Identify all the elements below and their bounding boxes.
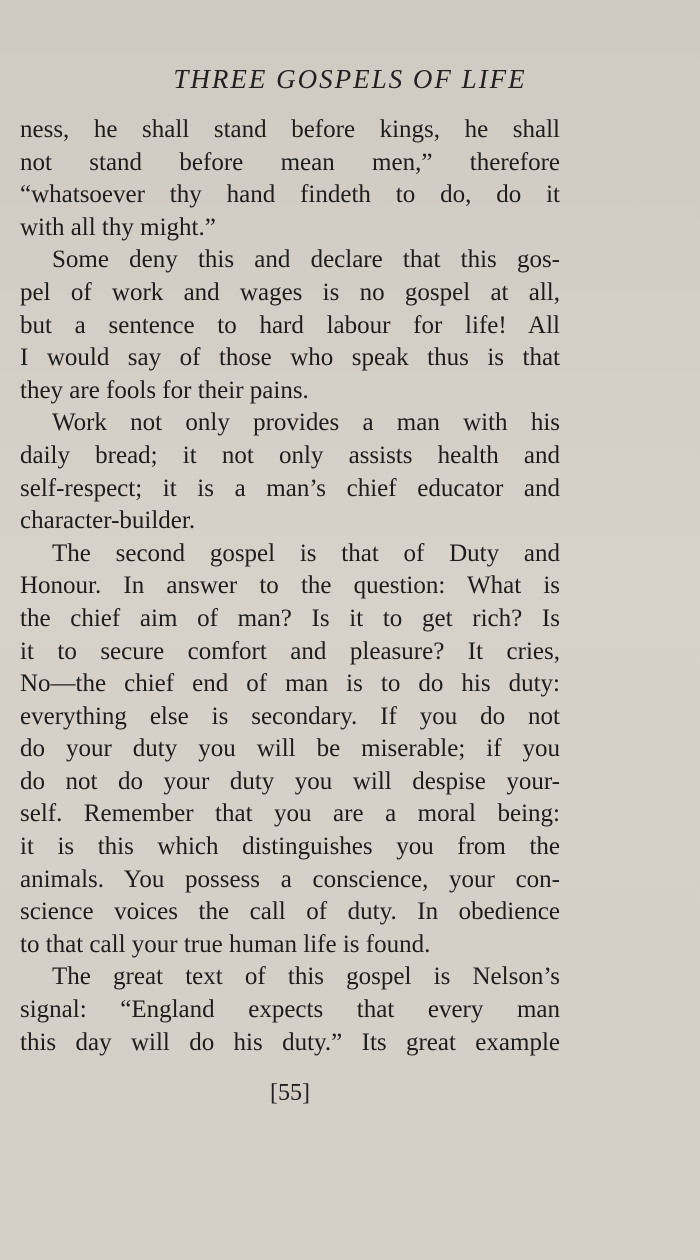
text-line: it to secure comfort and pleasure? It cries, — [20, 637, 560, 665]
text-line: Work not only provides a man with his — [52, 409, 560, 437]
text-line: to that call your true human life is found. — [20, 930, 431, 958]
text-line: self. Remember that you are a moral being: — [20, 800, 560, 828]
text-line: The second gospel is that of Duty and — [52, 539, 560, 567]
text-line: but a sentence to hard labour for life! All — [20, 311, 560, 339]
text-line: No—the chief end of man is to do his duty: — [20, 670, 560, 698]
text-line: everything else is secondary. If you do not — [20, 702, 560, 730]
text-line: The great text of this gospel is Nelson’s — [52, 963, 560, 991]
text-line: it is this which distinguishes you from the — [20, 833, 560, 861]
text-line: do not do your duty you will despise your- — [20, 767, 560, 795]
text-line: not stand before mean men,” therefore — [20, 148, 560, 176]
text-line: animals. You possess a conscience, your con- — [20, 865, 560, 893]
text-line: with all thy might.” — [20, 213, 216, 241]
text-line: Some deny this and declare that this gos- — [52, 246, 560, 274]
text-line: character-builder. — [20, 507, 196, 535]
text-line: “whatsoever thy hand findeth to do, do it — [20, 181, 560, 209]
text-line: this day will do his duty.” Its great example — [20, 1028, 560, 1056]
text-line: I would say of those who speak thus is that — [20, 344, 560, 372]
text-line: the chief aim of man? Is it to get rich? Is — [20, 604, 560, 632]
text-line: pel of work and wages is no gospel at all, — [20, 278, 560, 306]
text-line: ness, he shall stand before kings, he shall — [20, 116, 560, 143]
text-line: they are fools for their pains. — [20, 376, 309, 404]
text-line: signal: “England expects that every man — [20, 996, 560, 1024]
text-line: self-respect; it is a man’s chief educator and — [20, 474, 560, 502]
running-head: THREE GOSPELS OF LIFE — [173, 64, 527, 94]
text-line: do your duty you will be miserable; if you — [20, 735, 560, 763]
text-line: science voices the call of duty. In obedience — [20, 898, 560, 926]
text-line: Honour. In answer to the question: What is — [20, 572, 560, 600]
text-line: daily bread; it not only assists health and — [20, 441, 560, 469]
page-number: [55] — [270, 1080, 310, 1106]
body-text — [20, 114, 560, 1059]
